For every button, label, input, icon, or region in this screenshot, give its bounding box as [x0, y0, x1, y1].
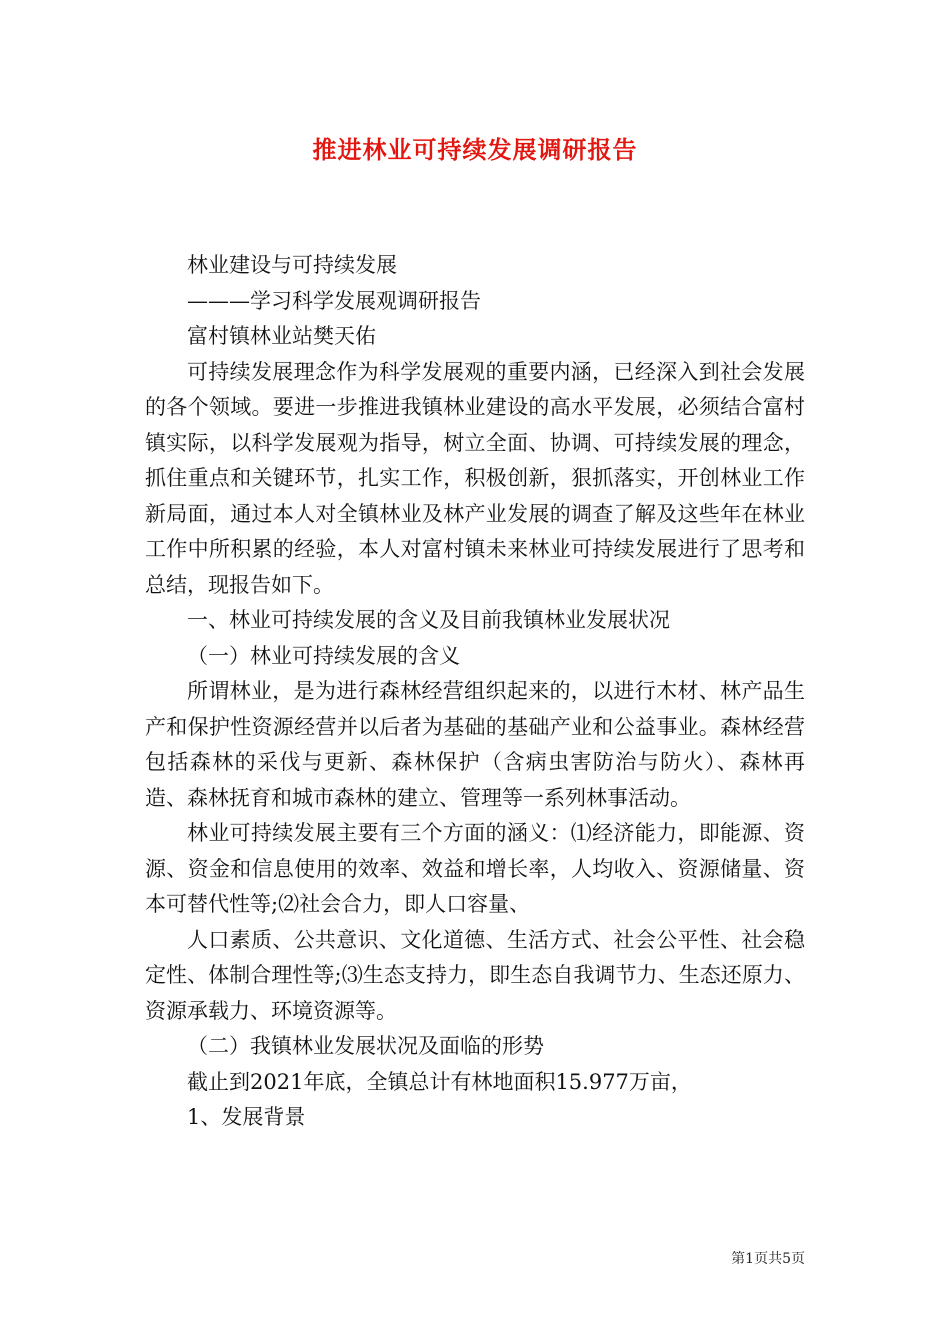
paragraph-subheading: ———学习科学发展观调研报告: [187, 288, 481, 313]
paragraph-subtitle: 林业建设与可持续发展: [187, 253, 397, 277]
paragraph-sustainability-meanings: 林业可持续发展主要有三个方面的涵义：⑴经济能力，即能源、资源、资金和信息使用的效率、效益和增长率，人均收入、资源储量、资本可替代性等;⑵社会合力，即人口容量、: [145, 821, 805, 916]
paragraph-forestry-definition: 所谓林业，是为进行森林经营组织起来的，以进行木材、林产品生产和保护性资源经营并以后者为基础的基础产业和公益事业。森林经营包括森林的采伐与更新、森林保护（含病虫害防治与防火）、森林再造、森林抚育和城市森林的建立、管理等一系列林事活动。: [145, 679, 805, 810]
document-body: [145, 248, 805, 1136]
paragraph-sustainability-meanings-cont: 人口素质、公共意识、文化道德、生活方式、社会公平性、社会稳定性、体制合理性等;⑶生态支持力，即生态自我调节力、生态还原力、资源承载力、环境资源等。: [145, 927, 805, 1023]
paragraph-author: 富村镇林业站樊天佑: [187, 324, 376, 348]
document-title: 推进林业可持续发展调研报告: [312, 135, 638, 164]
subsection-heading-2: （二）我镇林业发展状况及面临的形势: [187, 1034, 544, 1058]
page-number: 第1页共5页: [731, 1251, 805, 1267]
paragraph-intro: 可持续发展理念作为科学发展观的重要内涵，已经深入到社会发展的各个领域。要进一步推进我镇林业建设的高水平发展，必须结合富村镇实际，以科学发展观为指导，树立全面、协调、可持续发展的理念，抓住重点和关键环节，扎实工作，积极创新，狠抓落实，开创林业工作新局面，通过本人对全镇林业及林产业发展的调查了解及这些年在林业工作中所积累的经验，本人对富村镇未来林业可持续发展进行了思考和总结，现报告如下。: [145, 359, 805, 597]
paragraph-forest-area: 截止到2021年底，全镇总计有林地面积15.977万亩，: [187, 1069, 692, 1094]
section-heading-1: 一、林业可持续发展的含义及目前我镇林业发展状况: [187, 608, 670, 632]
paragraph-background-heading: 1、发展背景: [187, 1105, 306, 1129]
subsection-heading-1: （一）林业可持续发展的含义: [187, 643, 460, 668]
